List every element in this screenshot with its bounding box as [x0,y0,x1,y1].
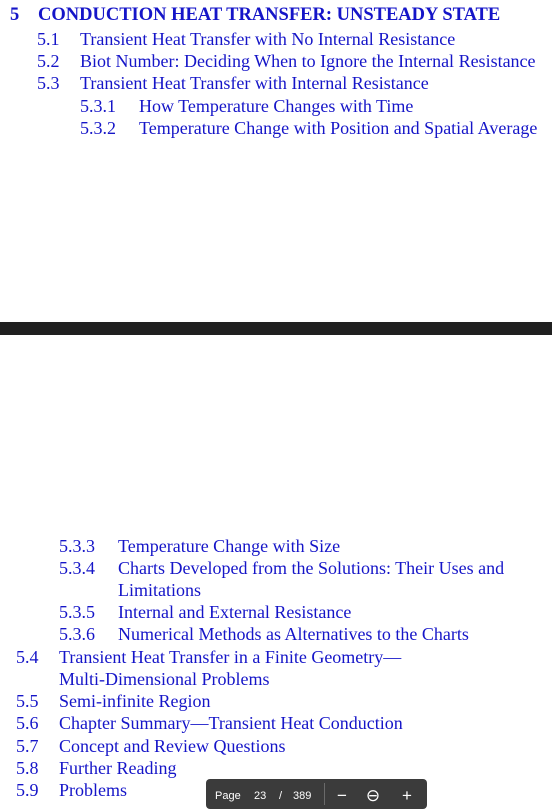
toc-title: Transient Heat Transfer in a Finite Geometry— [59,647,402,667]
toc-title: CONDUCTION HEAT TRANSFER: UNSTEADY STATE [38,5,501,25]
toc-title: How Temperature Changes with Time [139,96,414,116]
toc-title: Temperature Change with Position and Spatial Average [139,118,538,138]
toc-title: Concept and Review Questions [59,736,286,756]
toc-number: 5.7 [16,736,39,756]
toc-number: 5.4 [16,647,39,667]
current-page-input[interactable]: 23 [254,790,267,802]
toc-title: Transient Heat Transfer with Internal Resistance [80,73,429,93]
toc-number: 5.5 [16,691,39,711]
toc-number: 5.3.5 [59,602,95,622]
toc-title: Charts Developed from the Solutions: Their Uses and [118,558,505,578]
toc-number: 5.3.1 [80,96,116,116]
toc-title: Numerical Methods as Alternatives to the Charts [118,624,469,644]
toc-title: Chapter Summary—Transient Heat Conduction [59,713,403,733]
toc-number: 5.8 [16,758,39,778]
toc-title: Internal and External Resistance [118,602,352,622]
toc-number: 5.3.6 [59,624,95,644]
page-separator: / [279,790,283,802]
zoom-in-button[interactable]: + [402,786,412,805]
toc-number: 5.9 [16,780,39,799]
toc-title: Semi-infinite Region [59,691,211,711]
pdf-page-bottom [0,335,552,799]
zoom-reset-icon[interactable]: ⊖ [365,786,381,805]
total-pages: 389 [293,790,312,802]
toc-number: 5.3.4 [59,558,95,578]
toc-number: 5.3.2 [80,118,116,138]
toc-title: Further Reading [59,758,177,778]
toc-title: Limitations [118,580,201,600]
toc-title: Temperature Change with Size [118,536,341,556]
zoom-out-button[interactable]: − [337,786,347,805]
pdf-viewer-toolbar [206,779,427,809]
toc-title: Multi-Dimensional Problems [59,669,270,689]
toolbar-divider [324,783,325,805]
toc-number: 5.3.3 [59,536,95,556]
toc-number: 5.2 [37,51,60,71]
toc-number: 5.3 [37,73,60,93]
toc-title: Biot Number: Deciding When to Ignore the Internal Resistance [80,51,536,71]
page-divider [0,322,552,335]
toc-title: Problems [59,780,128,799]
toc-title: Transient Heat Transfer with No Internal Resistance [80,29,456,49]
toc-number: 5.6 [16,713,39,733]
pdf-page-top [0,0,552,322]
toc-number: 5.1 [37,29,60,49]
toc-number: 5 [10,5,20,25]
page-label: Page [215,790,241,802]
